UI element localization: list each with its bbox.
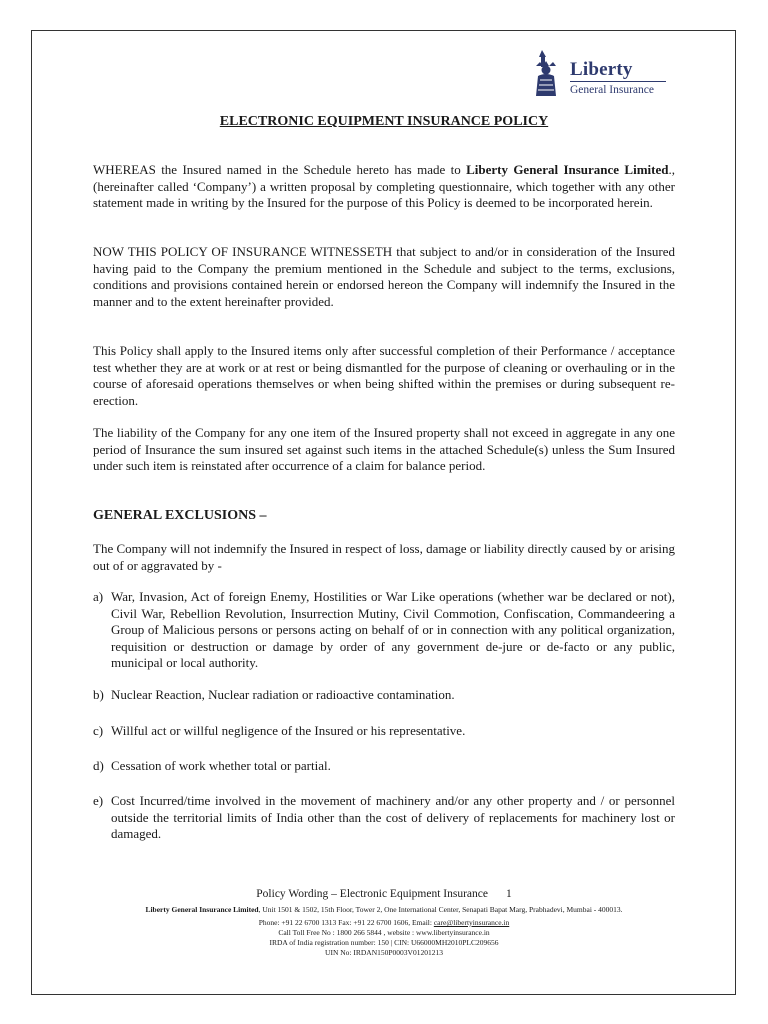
exclusion-marker: c) bbox=[93, 723, 104, 738]
exclusion-item bbox=[93, 723, 675, 740]
exclusion-text: Willful act or willful negligence of the Insured or his representative. bbox=[111, 723, 466, 738]
logo-subtitle: General Insurance bbox=[570, 84, 654, 96]
footer-address bbox=[93, 905, 675, 916]
paragraph-whereas bbox=[93, 162, 675, 212]
page-number: 1 bbox=[505, 888, 512, 900]
exclusion-marker: e) bbox=[93, 793, 104, 808]
exclusion-text: Cost Incurred/time involved in the movement of machinery and/or any other property and / or personnel outside the territorial limits of India other than the cost of delivery of replacements for machinery lost or damaged. bbox=[111, 793, 675, 841]
logo-wordmark: Liberty bbox=[570, 59, 633, 80]
logo-underline bbox=[570, 81, 666, 82]
footer-company-name: Liberty General Insurance Limited bbox=[145, 905, 259, 914]
footer-wording bbox=[93, 887, 675, 901]
exclusion-item bbox=[93, 589, 675, 672]
company-logo bbox=[526, 48, 686, 100]
exclusion-text: Cessation of work whether total or partial. bbox=[111, 758, 331, 773]
footer-uin: UIN No: IRDAN150P0003V01201213 bbox=[325, 948, 443, 957]
exclusion-item bbox=[93, 793, 675, 843]
document-title: ELECTRONIC EQUIPMENT INSURANCE POLICY bbox=[219, 114, 549, 129]
exclusion-item bbox=[93, 758, 675, 775]
paragraph-whereas-start: WHEREAS the Insured named in the Schedule hereto has made to bbox=[93, 162, 467, 177]
exclusion-marker: b) bbox=[93, 687, 104, 702]
company-name-bold: Liberty General Insurance Limited bbox=[466, 162, 669, 177]
exclusions-intro: The Company will not indemnify the Insured in respect of loss, damage or liability directly caused by or arising out of or aggravated by - bbox=[93, 541, 675, 573]
footer-email-link[interactable]: care@libertyinsurance.in bbox=[433, 918, 510, 927]
footer-irda: IRDA of India registration number: 150 | CIN: U66000MH2010PLC209656 bbox=[269, 938, 499, 947]
footer-address-text: , Unit 1501 & 1502, 15th Floor, Tower 2, One International Center, Senapati Bapat Marg, Prabhadevi, Mumbai - 400013. bbox=[258, 905, 623, 914]
paragraph-witnesseth: NOW THIS POLICY OF INSURANCE WITNESSETH that subject to and/or in consideration of the Insured having paid to the Company the premium mentioned in the Schedule and subject to the terms, exclusions, conditions and provisions contained herein or endorsed hereon the Company will indemnify the Insured in the manner and to the extent hereinafter provided. bbox=[93, 244, 675, 309]
paragraph-liability: The liability of the Company for any one item of the Insured property shall not exceed in aggregate in any one period of Insurance the sum insured set against such items in the attached Schedule(s) unless the Sum Insured under such item is reinstated after occurrence of a claim for balance period. bbox=[93, 425, 675, 473]
footer-policy-wording: Policy Wording – Electronic Equipment Insurance bbox=[256, 888, 488, 900]
footer-phone bbox=[93, 918, 675, 929]
exclusion-text: War, Invasion, Act of foreign Enemy, Hostilities or War Like operations (whether war be declared or not), Civil War, Rebellion Revolution, Insurrection Mutiny, Civil Commotion, Confiscation, Commandeering a Group of Malicious persons or persons acting on behalf of or in connection with any political organization, requisition or destruction or damage by order of any government de-jure or de-facto or any public, municipal or local authority. bbox=[111, 589, 675, 670]
statue-of-liberty-icon bbox=[526, 48, 568, 100]
exclusion-item bbox=[93, 687, 675, 704]
footer-toll-free: Call Toll Free No : 1800 266 5844 , website : www.libertyinsurance.in bbox=[278, 928, 490, 937]
paragraph-whereas-end: ., (hereinafter called ‘Company’) a written proposal by completing questionnaire, which together with any other statement made in writing by the Insured for the purpose of this Policy is deemed to be incorporated herein. bbox=[93, 162, 675, 210]
exclusion-marker: d) bbox=[93, 758, 104, 773]
footer-phone-text: Phone: +91 22 6700 1313 Fax: +91 22 6700 1606, Email: bbox=[258, 918, 434, 927]
paragraph-scope: This Policy shall apply to the Insured items only after successful completion of their Performance / acceptance test whether they are at work or at rest or being dismantled for the purpose of cleaning or overhauling or in the course of aforesaid operations themselves or when being shifted within the premises or during subsequent re-erection. bbox=[93, 343, 675, 408]
general-exclusions-heading: GENERAL EXCLUSIONS – bbox=[93, 508, 267, 523]
exclusion-marker: a) bbox=[93, 589, 104, 604]
exclusion-text: Nuclear Reaction, Nuclear radiation or radioactive contamination. bbox=[111, 687, 455, 702]
